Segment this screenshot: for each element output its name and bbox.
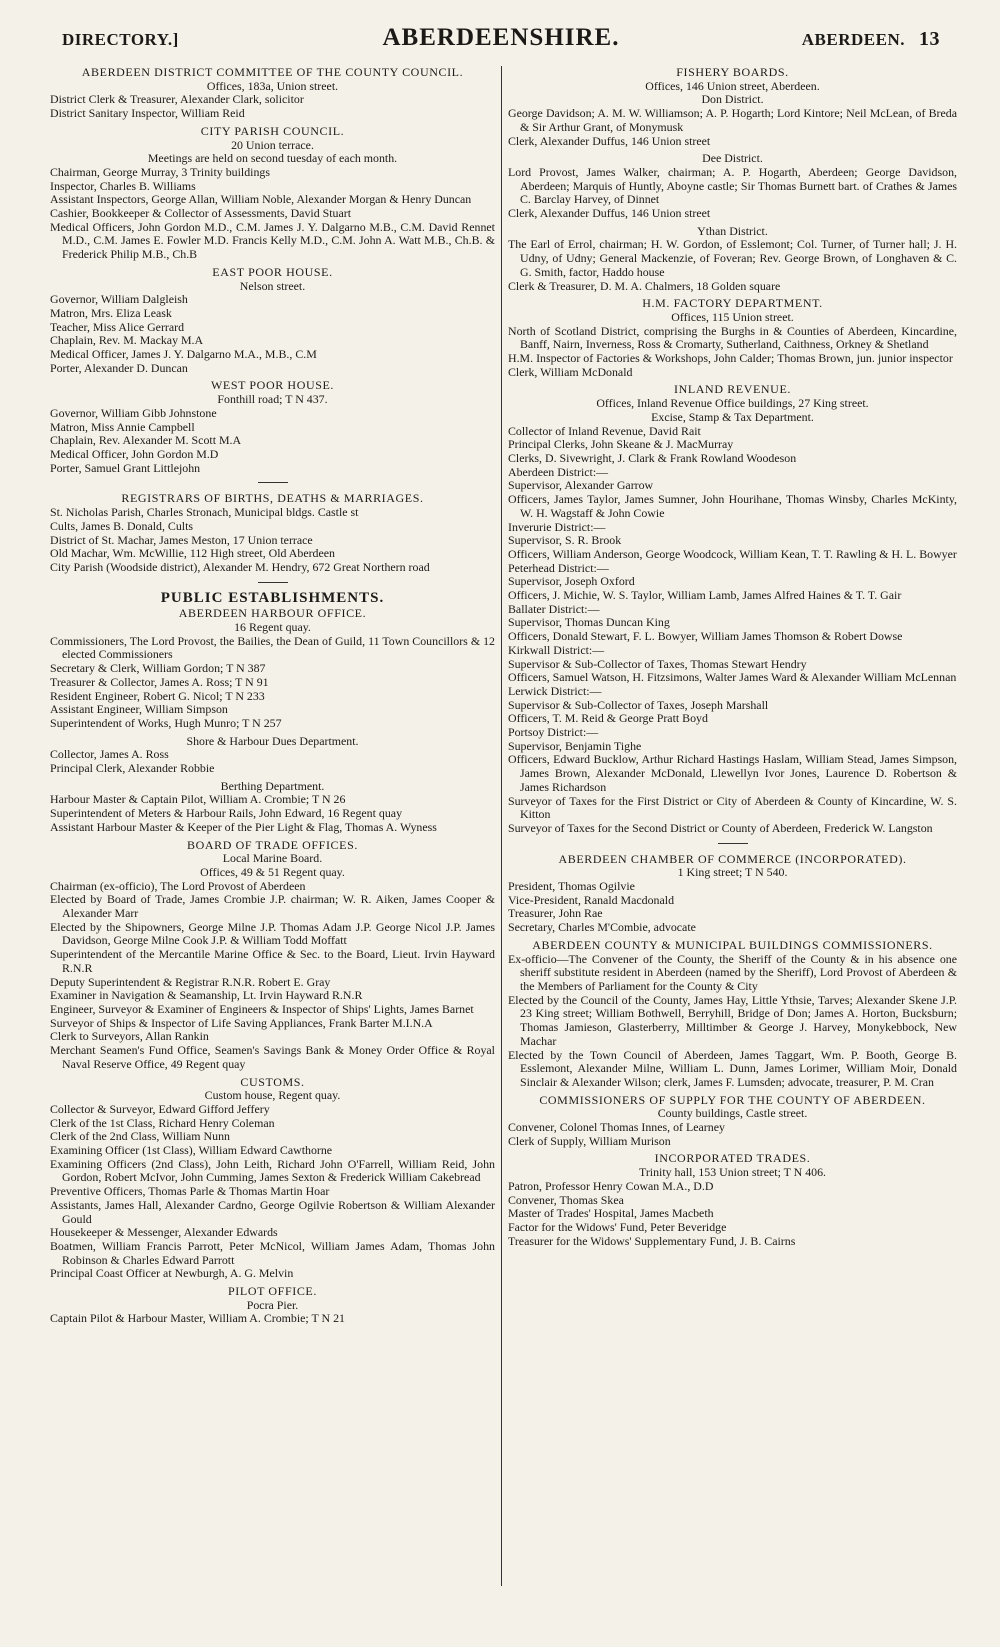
directory-section bbox=[50, 1285, 495, 1326]
section-subtitle: Shore & Harbour Dues Department. bbox=[186, 733, 359, 748]
section-title: CUSTOMS. bbox=[240, 1074, 305, 1089]
directory-section bbox=[50, 492, 495, 574]
directory-entry: Officers, Samuel Watson, H. Fitzsimons, Walter James Ward & Alexander William McLennan bbox=[508, 670, 957, 685]
directory-entry: Secretary & Clerk, William Gordon; T N 387 bbox=[50, 661, 266, 676]
section-subtitle: Don District. bbox=[701, 92, 764, 107]
directory-entry: Elected by Board of Trade, James Crombie J.P. chairman; W. R. Aiken, James Cooper & Alexander Marr bbox=[50, 892, 495, 921]
section-separator bbox=[718, 843, 748, 844]
directory-entry: Porter, Alexander D. Duncan bbox=[50, 360, 188, 375]
directory-entry: Superintendent of Works, Hugh Munro; T N 257 bbox=[50, 715, 282, 730]
section-subtitle: 1 King street; T N 540. bbox=[677, 865, 788, 880]
section-subtitle: Dee District. bbox=[702, 151, 763, 166]
page-number: 13 bbox=[919, 28, 940, 50]
directory-entry: Surveyor of Taxes for the First District or City of Aberdeen & County of Kincardine, W. S. Kitton bbox=[508, 793, 957, 822]
directory-section bbox=[50, 266, 495, 376]
section-title: FISHERY BOARDS. bbox=[676, 66, 789, 79]
directory-entry: Cults, James B. Donald, Cults bbox=[50, 518, 194, 533]
section-subtitle: Fonthill road; T N 437. bbox=[217, 392, 328, 407]
header-section-label: DIRECTORY.] bbox=[62, 30, 179, 49]
directory-entry: Governor, William Gibb Johnstone bbox=[50, 405, 217, 420]
directory-entry: Commissioners, The Lord Provost, the Bailies, the Dean of Guild, 11 Town Councillors & 12 elected Commissioners bbox=[50, 633, 495, 662]
directory-entry: Assistant Inspectors, George Allan, William Noble, Alexander Morgan & Henry Duncan bbox=[50, 192, 472, 207]
directory-entry: Lerwick District:— bbox=[508, 683, 602, 698]
directory-section bbox=[50, 1076, 495, 1282]
directory-entry: Old Machar, Wm. McWillie, 112 High street, Old Aberdeen bbox=[50, 546, 336, 561]
directory-entry: Housekeeper & Messenger, Alexander Edwards bbox=[50, 1225, 278, 1240]
directory-entry: Matron, Mrs. Eliza Leask bbox=[50, 305, 172, 320]
directory-entry: Preventive Officers, Thomas Parle & Thomas Martin Hoar bbox=[50, 1184, 330, 1199]
section-title: ABERDEEN CHAMBER OF COMMERCE (INCORPORATED). bbox=[558, 851, 907, 866]
directory-entry: Clerk, Alexander Duffus, 146 Union street bbox=[508, 133, 711, 148]
directory-entry: Supervisor, Benjamin Tighe bbox=[508, 738, 642, 753]
directory-entry: Governor, William Dalgleish bbox=[50, 292, 188, 307]
directory-entry: Ballater District:— bbox=[508, 601, 600, 616]
directory-entry: Resident Engineer, Robert G. Nicol; T N 233 bbox=[50, 688, 265, 703]
directory-entry: Treasurer, John Rae bbox=[508, 906, 603, 921]
directory-entry: Elected by the Shipowners, George Milne J.P. Thomas Adam J.P. George Nicol J.P. James Davidson, George Milne Cook J.P. & William Todd Moffatt bbox=[50, 919, 495, 948]
directory-entry: District Clerk & Treasurer, Alexander Clark, solicitor bbox=[50, 92, 304, 107]
directory-entry: Vice-President, Ranald Macdonald bbox=[508, 892, 675, 907]
right-column bbox=[508, 66, 957, 1637]
directory-entry: Assistant Engineer, William Simpson bbox=[50, 702, 228, 717]
directory-entry: Officers, Donald Stewart, F. L. Bowyer, William James Thomson & Robert Dowse bbox=[508, 629, 903, 644]
directory-entry: Collector & Surveyor, Edward Gifford Jeffery bbox=[50, 1101, 270, 1116]
directory-entry: Patron, Professor Henry Cowan M.A., D.D bbox=[508, 1178, 714, 1193]
directory-entry: H.M. Inspector of Factories & Workshops, John Calder; Thomas Brown, jun. junior inspector bbox=[508, 351, 953, 366]
section-separator bbox=[258, 482, 288, 483]
directory-entry: Superintendent of Meters & Harbour Rails, John Edward, 16 Regent quay bbox=[50, 806, 403, 821]
directory-entry: Medical Officer, John Gordon M.D bbox=[50, 446, 219, 461]
directory-entry: Chaplain, Rev. Alexander M. Scott M.A bbox=[50, 433, 242, 448]
directory-entry: Officers, Edward Bucklow, Arthur Richard Hastings Haslam, William Stead, James Simpson, James Brown, Alexander McDonald, Llewellyn Ivor Jones, Laurence D. Robertson & James Richardson bbox=[508, 752, 957, 794]
directory-entry: Teacher, Miss Alice Gerrard bbox=[50, 319, 185, 334]
directory-entry: Harbour Master & Captain Pilot, William A. Crombie; T N 26 bbox=[50, 792, 346, 807]
directory-entry: Matron, Miss Annie Campbell bbox=[50, 419, 195, 434]
section-subtitle: Nelson street. bbox=[239, 278, 306, 293]
section-subtitle: Offices, 146 Union street, Aberdeen. bbox=[645, 78, 820, 93]
directory-entry: Clerks, D. Sivewright, J. Clark & Frank Rowland Woodeson bbox=[508, 450, 797, 465]
directory-entry: Clerk of the 2nd Class, William Nunn bbox=[50, 1129, 230, 1144]
directory-section bbox=[50, 839, 495, 1072]
header-town-label: ABERDEEN. bbox=[801, 30, 905, 49]
directory-entry: Portsoy District:— bbox=[508, 725, 599, 740]
section-title: EAST POOR HOUSE. bbox=[212, 264, 333, 279]
directory-section bbox=[508, 939, 957, 1090]
section-subtitle: Meetings are held on second tuesday of each month. bbox=[147, 151, 398, 166]
directory-entry: Assistants, James Hall, Alexander Cardno, George Ogilvie Robertson & William Alexander Gould bbox=[50, 1197, 495, 1226]
directory-entry: Chairman, George Murray, 3 Trinity buildings bbox=[50, 164, 270, 179]
directory-section bbox=[50, 125, 495, 262]
directory-entry: Examiner in Navigation & Seamanship, Lt. Irvin Hayward R.N.R bbox=[50, 988, 363, 1003]
directory-entry: Clerk of Supply, William Murison bbox=[508, 1133, 671, 1148]
directory-entry: North of Scotland District, comprising the Burghs in & Counties of Aberdeen, Kincardine, Banff, Nairn, Inverness, Ross & Cromarty, Sutherland, Caithness, Orkney & Shetland bbox=[508, 323, 957, 352]
directory-entry: Lord Provost, James Walker, chairman; A. P. Hogarth, Aberdeen; George Davidson, Aberdeen; Marquis of Huntly, Aboyne castle; Sir Thomas Burnett bart. of Crathes & James C. Barclay Harvey, of Dinnet bbox=[508, 164, 957, 207]
directory-section bbox=[50, 735, 495, 776]
section-separator bbox=[258, 582, 288, 583]
directory-entry: Deputy Superintendent & Registrar R.N.R. Robert E. Gray bbox=[50, 974, 331, 989]
section-subtitle: Local Marine Board. bbox=[222, 851, 323, 866]
directory-entry: Principal Clerks, John Skeane & J. MacMurray bbox=[508, 437, 734, 452]
section-title: ABERDEEN COUNTY & MUNICIPAL BUILDINGS COMMISSIONERS. bbox=[532, 937, 933, 952]
directory-entry: Treasurer & Collector, James A. Ross; T N 91 bbox=[50, 674, 269, 689]
directory-entry: Officers, J. Michie, W. S. Taylor, William Lamb, James Alfred Haines & T. T. Gair bbox=[508, 588, 902, 603]
directory-entry: Clerk & Treasurer, D. M. A. Chalmers, 18 Golden square bbox=[508, 278, 781, 293]
directory-entry: St. Nicholas Parish, Charles Stronach, Municipal bldgs. Castle st bbox=[50, 505, 359, 520]
directory-entry: Convener, Thomas Skea bbox=[508, 1192, 624, 1207]
directory-entry: Medical Officer, James J. Y. Dalgarno M.A., M.B., C.M bbox=[50, 347, 317, 362]
directory-section bbox=[508, 152, 957, 221]
directory-entry: Elected by the Town Council of Aberdeen, James Taggart, Wm. P. Booth, George B. Esslemont, Alexander Milne, William L. Dunn, James Lorimer, William Moir, Donald Sinclair & Alexander Wilson; clerk, James F. Lumsden; advocate, treasurer, P. M. Cran bbox=[508, 1047, 957, 1089]
directory-section bbox=[50, 66, 495, 121]
section-title: CITY PARISH COUNCIL. bbox=[200, 123, 345, 138]
section-subtitle: Excise, Stamp & Tax Department. bbox=[651, 409, 814, 424]
directory-entry: Examining Officer (1st Class), William Edward Cawthorne bbox=[50, 1143, 333, 1158]
directory-section bbox=[508, 225, 957, 294]
directory-section bbox=[508, 1152, 957, 1248]
directory-entry: Medical Officers, John Gordon M.D., C.M. James J. Y. Dalgarno M.B., C.M. David Rennet M.D., C.M. James E. Fowler M.D. Francis Kelly M.D., C.M. John A. Watt M.B., Ch.B. & Frederick Philip M.B., Ch.B bbox=[50, 219, 495, 262]
directory-entry: Porter, Samuel Grant Littlejohn bbox=[50, 460, 201, 475]
section-subtitle: Custom house, Regent quay. bbox=[204, 1088, 341, 1103]
directory-section bbox=[508, 853, 957, 935]
directory-section bbox=[508, 66, 957, 148]
section-subtitle: Offices, 49 & 51 Regent quay. bbox=[200, 864, 345, 879]
directory-entry: Examining Officers (2nd Class), John Leith, Richard John O'Farrell, William Reid, John Gordon, Robert McIvor, John Cumming, James Sexton & Frederick William Cakebread bbox=[50, 1156, 495, 1185]
directory-entry: Boatmen, William Francis Parrott, Peter McNicol, William James Adam, Thomas John Robinson & Charles Edward Parrott bbox=[50, 1238, 495, 1267]
section-subtitle: County buildings, Castle street. bbox=[657, 1106, 808, 1121]
directory-section bbox=[50, 589, 495, 731]
directory-entry: Principal Clerk, Alexander Robbie bbox=[50, 761, 215, 776]
directory-entry: Superintendent of the Mercantile Marine Office & Sec. to the Board, Lieut. Irvin Hayward R.N.R bbox=[50, 947, 495, 975]
directory-entry: Elected by the Council of the County, James Hay, Little Ythsie, Tarves; Alexander Skene J.P. 23 King street; William Bothwell, Berryhill, Bridge of Don; James A. Horton, Bucksburn; Thomas Jamieson, Glasterberry, Milltimber & George J. Harvey, Monykebbock, New Machar bbox=[508, 992, 957, 1048]
directory-entry: Principal Coast Officer at Newburgh, A. G. Melvin bbox=[50, 1266, 294, 1281]
directory-entry: Clerk, Alexander Duffus, 146 Union street bbox=[508, 206, 711, 221]
directory-entry: President, Thomas Ogilvie bbox=[508, 879, 635, 894]
section-subtitle: Pocra Pier. bbox=[246, 1297, 299, 1312]
section-title: COMMISSIONERS OF SUPPLY FOR THE COUNTY OF ABERDEEN. bbox=[539, 1092, 926, 1107]
directory-entry: Aberdeen District:— bbox=[508, 464, 609, 479]
directory-entry: Supervisor, Joseph Oxford bbox=[508, 574, 635, 589]
directory-entry: Chaplain, Rev. M. Mackay M.A bbox=[50, 333, 204, 348]
section-title: REGISTRARS OF BIRTHS, DEATHS & MARRIAGES. bbox=[121, 491, 424, 506]
directory-entry: Officers, William Anderson, George Woodcock, William Kean, T. T. Rawling & H. L. Bowyer bbox=[508, 546, 957, 561]
directory-entry: Master of Trades' Hospital, James Macbeth bbox=[508, 1206, 714, 1221]
directory-entry: Collector of Inland Revenue, David Rait bbox=[508, 423, 701, 438]
section-subtitle: Ythan District. bbox=[697, 223, 768, 238]
section-subtitle: Trinity hall, 153 Union street; T N 406. bbox=[638, 1165, 827, 1180]
directory-entry: Kirkwall District:— bbox=[508, 642, 605, 657]
directory-entry: Collector, James A. Ross bbox=[50, 747, 169, 762]
section-subtitle: Offices, Inland Revenue Office buildings, 27 King street. bbox=[596, 396, 869, 411]
directory-entry: Supervisor, S. R. Brook bbox=[508, 533, 622, 548]
public-establishments-heading: PUBLIC ESTABLISHMENTS. bbox=[160, 589, 385, 606]
section-subtitle: Offices, 115 Union street. bbox=[671, 309, 794, 324]
section-title: H.M. FACTORY DEPARTMENT. bbox=[642, 296, 823, 311]
header-county-title: ABERDEENSHIRE. bbox=[382, 24, 620, 51]
left-column bbox=[50, 66, 495, 1637]
directory-entry: City Parish (Woodside district), Alexander M. Hendry, 672 Great Northern road bbox=[50, 559, 430, 574]
directory-section bbox=[50, 379, 495, 475]
column-divider bbox=[501, 66, 502, 1586]
directory-entry: District Sanitary Inspector, William Reid bbox=[50, 106, 245, 121]
directory-section bbox=[508, 383, 957, 835]
section-subtitle: 20 Union terrace. bbox=[231, 137, 314, 152]
directory-entry: Peterhead District:— bbox=[508, 560, 609, 575]
directory-entry: Treasurer for the Widows' Supplementary Fund, J. B. Cairns bbox=[508, 1233, 796, 1248]
directory-entry: Convener, Colonel Thomas Innes, of Learney bbox=[508, 1120, 725, 1135]
directory-entry: George Davidson; A. M. W. Williamson; A. P. Hogarth; Lord Kintore; Neil McLean, of Breda & Sir Arthur Grant, of Monymusk bbox=[508, 106, 957, 134]
directory-entry: Supervisor, Thomas Duncan King bbox=[508, 615, 670, 630]
directory-entry: Ex-officio—The Convener of the County, the Sheriff of the County & in his absence one sheriff substitute resident in Aberdeen (named by the Sheriff), Lord Provost of Aberdeen & the Members of Parliament for the County & City bbox=[508, 951, 957, 993]
section-subtitle: Offices, 183a, Union street. bbox=[206, 78, 339, 93]
directory-entry: Officers, T. M. Reid & George Pratt Boyd bbox=[508, 711, 708, 726]
section-title: PILOT OFFICE. bbox=[228, 1284, 317, 1299]
directory-entry: Chairman (ex-officio), The Lord Provost of Aberdeen bbox=[50, 878, 306, 893]
directory-entry: Clerk, William McDonald bbox=[508, 364, 633, 379]
directory-section bbox=[50, 780, 495, 835]
section-subtitle: 16 Regent quay. bbox=[234, 620, 311, 635]
section-title: WEST POOR HOUSE. bbox=[210, 378, 335, 393]
directory-entry: Inspector, Charles B. Williams bbox=[50, 178, 196, 193]
section-title: BOARD OF TRADE OFFICES. bbox=[187, 837, 358, 852]
directory-entry: Merchant Seamen's Fund Office, Seamen's Savings Bank & Money Order Office & Royal Naval Reserve Office, 49 Regent quay bbox=[50, 1043, 495, 1071]
directory-section bbox=[508, 297, 957, 379]
header-town bbox=[802, 28, 940, 51]
directory-section bbox=[508, 1094, 957, 1149]
directory-entry: Surveyor of Taxes for the Second District or County of Aberdeen, Frederick W. Langston bbox=[508, 820, 933, 835]
section-title: ABERDEEN DISTRICT COMMITTEE OF THE COUNTY COUNCIL. bbox=[81, 66, 464, 79]
directory-entry: The Earl of Errol, chairman; H. W. Gordon, of Esslemont; Col. Turner, of Turner hall; J. H. Udny, of Udny; General Mackenzie, of Foveran; Rev. George Brown, of Longhaven & C. G. Smith, factor, Haddo house bbox=[508, 237, 957, 279]
directory-entry: Inverurie District:— bbox=[508, 519, 606, 534]
directory-entry: Surveyor of Ships & Inspector of Life Saving Appliances, Frank Barter M.I.N.A bbox=[50, 1015, 433, 1030]
directory-entry: Supervisor & Sub-Collector of Taxes, Thomas Stewart Hendry bbox=[508, 656, 807, 671]
directory-entry: District of St. Machar, James Meston, 17 Union terrace bbox=[50, 532, 313, 547]
directory-entry: Supervisor & Sub-Collector of Taxes, Joseph Marshall bbox=[508, 697, 769, 712]
directory-entry: Secretary, Charles M'Combie, advocate bbox=[508, 920, 696, 935]
directory-entry: Captain Pilot & Harbour Master, William A. Crombie; T N 21 bbox=[50, 1311, 345, 1326]
directory-entry: Assistant Harbour Master & Keeper of the Pier Light & Flag, Thomas A. Wyness bbox=[50, 819, 437, 834]
section-title: INLAND REVENUE. bbox=[674, 382, 791, 397]
section-subtitle: Berthing Department. bbox=[220, 778, 325, 793]
directory-entry: Clerk of the 1st Class, Richard Henry Coleman bbox=[50, 1115, 275, 1130]
directory-entry: Factor for the Widows' Fund, Peter Beveridge bbox=[508, 1219, 727, 1234]
section-title: INCORPORATED TRADES. bbox=[654, 1151, 811, 1166]
directory-entry: Engineer, Surveyor & Examiner of Engineers & Inspector of Ships' Lights, James Barnet bbox=[50, 1002, 474, 1016]
directory-entry: Clerk to Surveyors, Allan Rankin bbox=[50, 1029, 209, 1044]
section-title: ABERDEEN HARBOUR OFFICE. bbox=[178, 606, 367, 621]
directory-entry: Officers, James Taylor, James Sumner, John Hourihane, Thomas Winsby, Charles McKinty, W. H. Wagstaff & John Cowie bbox=[508, 492, 957, 520]
directory-entry: Cashier, Bookkeeper & Collector of Assessments, David Stuart bbox=[50, 206, 352, 221]
directory-entry: Supervisor, Alexander Garrow bbox=[508, 478, 654, 493]
page-header bbox=[62, 22, 940, 56]
